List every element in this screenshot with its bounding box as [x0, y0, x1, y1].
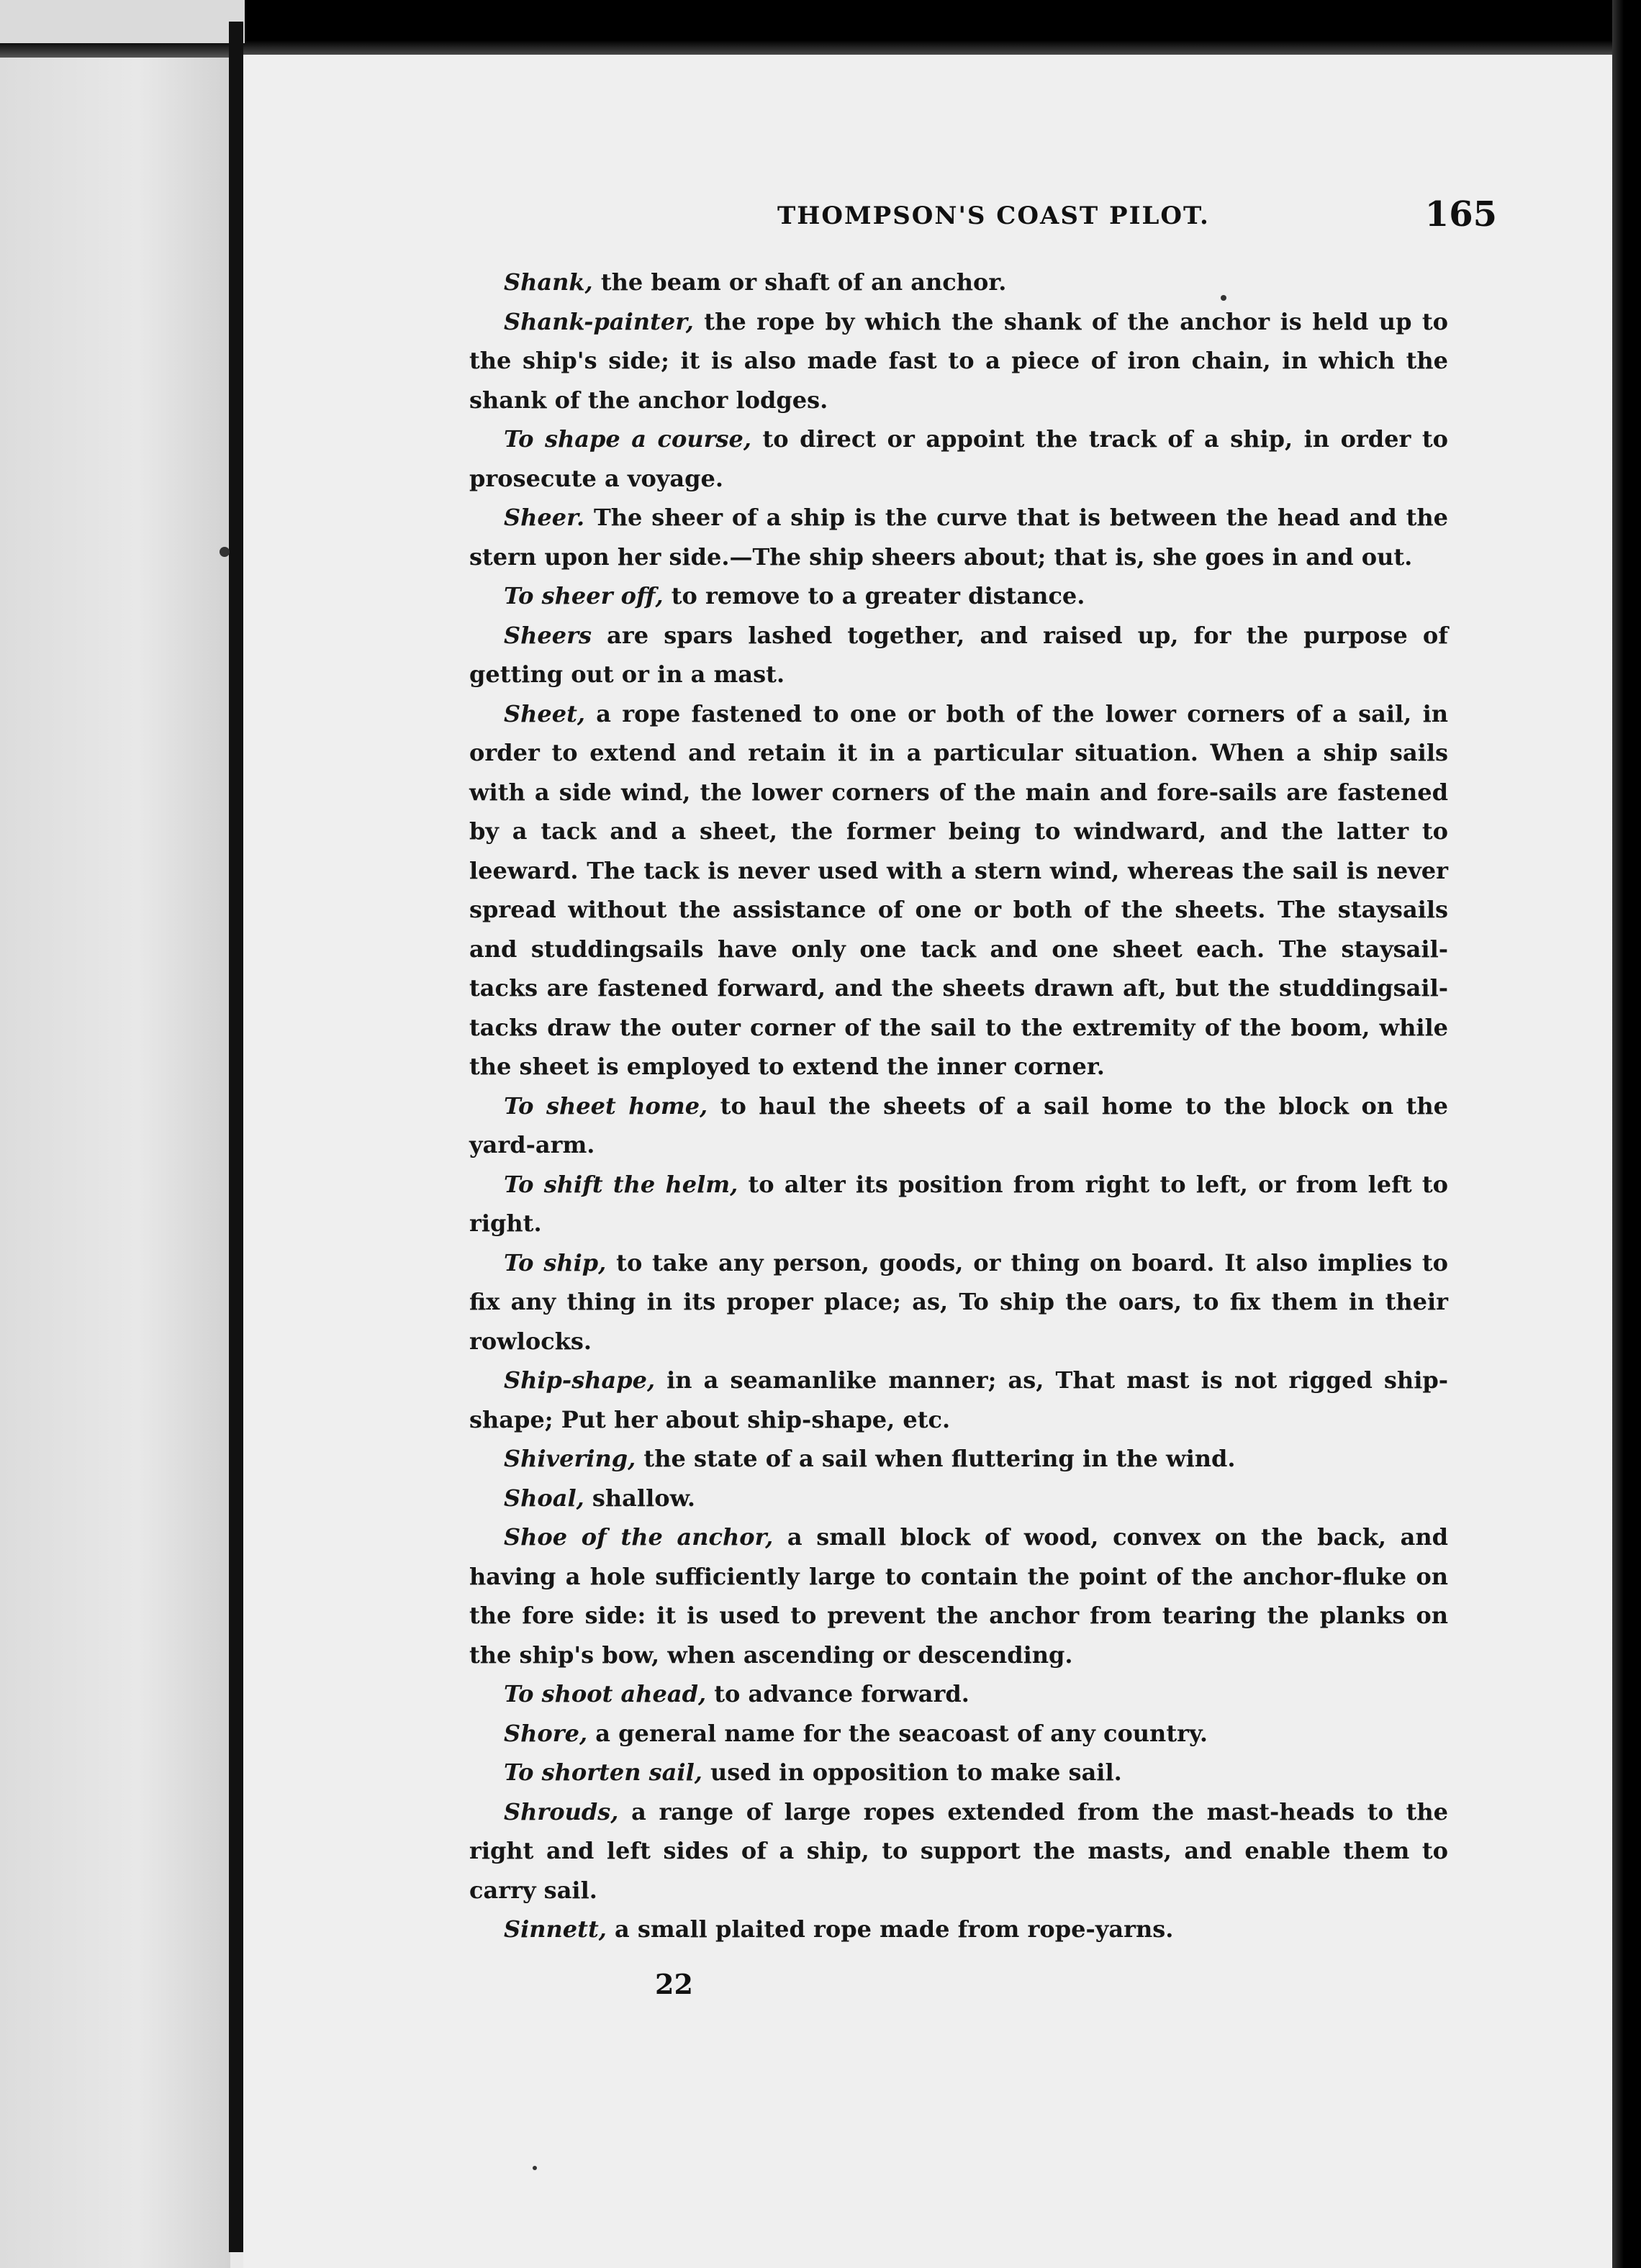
running-title: THOMPSON'S COAST PILOT.: [777, 201, 1210, 230]
entry-definition: the rope by which the shank of the anchor is held up to the ship's side; it is also made fast to a piece of iron chain, in which the shank of the anchor lodges.: [469, 307, 1448, 414]
glossary-entry: [469, 1479, 1448, 1518]
entry-definition: shallow.: [584, 1484, 696, 1512]
glossary-entry: [469, 1674, 1448, 1714]
glossary-entry: [469, 302, 1448, 420]
glossary-entry: [469, 263, 1448, 302]
entry-term: Sheers: [504, 621, 592, 649]
entry-definition: the state of a sail when fluttering in the wind.: [636, 1445, 1236, 1472]
entry-term: To sheet home,: [504, 1092, 708, 1120]
entry-definition: to direct or appoint the track of a ship, in order to prosecute a voyage.: [469, 425, 1449, 492]
entry-definition: The sheer of a ship is the curve that is between the head and the stern upon her side.—The ship sheers about; that is, she goes in and out.: [469, 504, 1448, 571]
glossary-entry: [469, 1087, 1448, 1165]
entry-term: Shoal,: [504, 1484, 584, 1512]
entry-definition: in a seamanlike manner; as, That mast is not rigged ship-shape; Put her about ship-shape, etc.: [469, 1366, 1448, 1433]
entry-term: Shore,: [504, 1719, 588, 1747]
scan-speck: [533, 2166, 537, 2170]
glossary-entry: [469, 1361, 1448, 1439]
entry-term: Shank,: [504, 268, 593, 296]
entry-definition: a rope fastened to one or both of the lower corners of a sail, in order to extend and retain it in a particular situation. When a ship sails with a side wind, the lower corners of the main and fore-sails are fastened by a tack and a sheet, the former being to windward, and the latter to leeward. The tack is never used with a stern wind, whereas the sail is never spread without the assistance of one or both of the sheets. The staysails and studdingsails have only one tack and one sheet each. The staysail-tacks are fastened forward, and the sheets drawn aft, but the studdingsail-tacks draw the outer corner of the sail to the extremity of the boom, while the sheet is employed to extend the inner corner.: [469, 699, 1448, 1080]
entry-term: Shoe of the anchor,: [504, 1523, 774, 1551]
scan-speck: [220, 547, 230, 557]
scan-top-border: [0, 0, 1641, 58]
scan-right-border: [1612, 0, 1641, 2268]
scan-speck: [1221, 295, 1226, 301]
glossary-entry: [469, 1165, 1448, 1243]
entry-definition: to haul the sheets of a sail home to the block on the yard-arm.: [469, 1092, 1449, 1158]
glossary-entry: [469, 1439, 1448, 1479]
entry-term: Ship-shape,: [504, 1366, 656, 1394]
entry-term: To sheer off,: [504, 582, 664, 609]
page-header: [777, 194, 1497, 237]
glossary-entry: [469, 1518, 1448, 1674]
entry-definition: a small block of wood, convex on the back, and having a hole sufficiently large to contain the point of the anchor-fluke on the fore side: it is used to prevent the anchor from tearing the planks on the ship's bow, when ascending or descending.: [469, 1523, 1449, 1669]
entry-term: Shivering,: [504, 1445, 636, 1472]
entry-definition: a small plaited rope made from rope-yarns.: [606, 1915, 1174, 1943]
facing-page-edge: [0, 0, 230, 2268]
entry-definition: the beam or shaft of an anchor.: [592, 268, 1007, 296]
entry-definition: are spars lashed together, and raised up, for the purpose of getting out or in a mast.: [469, 621, 1448, 688]
entry-definition: to advance forward.: [706, 1680, 969, 1707]
glossary-entry: [469, 1910, 1448, 1949]
glossary-entry: [469, 694, 1448, 1087]
glossary-entry: [469, 616, 1448, 694]
entry-definition: a general name for the seacoast of any country.: [587, 1719, 1208, 1747]
signature-mark: 22: [655, 1968, 693, 2000]
glossary-entry: [469, 498, 1448, 576]
book-gutter: [229, 22, 243, 2252]
entry-definition: a range of large ropes extended from the mast-heads to the right and left sides of a ship, to support the masts, and enable them to carry sail.: [469, 1797, 1448, 1904]
glossary-entry: [469, 419, 1448, 498]
glossary-entry: [469, 1243, 1448, 1361]
entry-term: To shape a course,: [504, 425, 751, 453]
glossary-entry: [469, 576, 1448, 616]
entry-term: To shorten sail,: [504, 1759, 702, 1786]
entry-term: Sheer.: [504, 504, 585, 531]
glossary-entry: [469, 1714, 1448, 1754]
entry-definition: to remove to a greater distance.: [663, 582, 1085, 609]
page-number: 165: [1424, 194, 1497, 235]
entry-term: Shrouds,: [504, 1797, 619, 1825]
entry-term: To shift the helm,: [504, 1170, 738, 1198]
entry-definition: to alter its position from right to left, or from left to right.: [469, 1170, 1448, 1237]
entry-term: Sinnett,: [504, 1915, 607, 1943]
entry-definition: to take any person, goods, or thing on board. It also implies to fix any thing in its proper place; as, To ship the oars, to fix them in their rowlocks.: [469, 1248, 1449, 1355]
entry-term: Shank-painter,: [504, 307, 694, 335]
glossary-body: [469, 263, 1448, 1949]
glossary-entry: [469, 1753, 1448, 1792]
entry-term: To ship,: [504, 1248, 607, 1276]
entry-term: To shoot ahead,: [504, 1680, 707, 1707]
entry-term: Sheet,: [504, 699, 586, 727]
glossary-entry: [469, 1792, 1448, 1910]
scan-top-left-area: [0, 0, 245, 43]
entry-definition: used in opposition to make sail.: [702, 1759, 1122, 1786]
